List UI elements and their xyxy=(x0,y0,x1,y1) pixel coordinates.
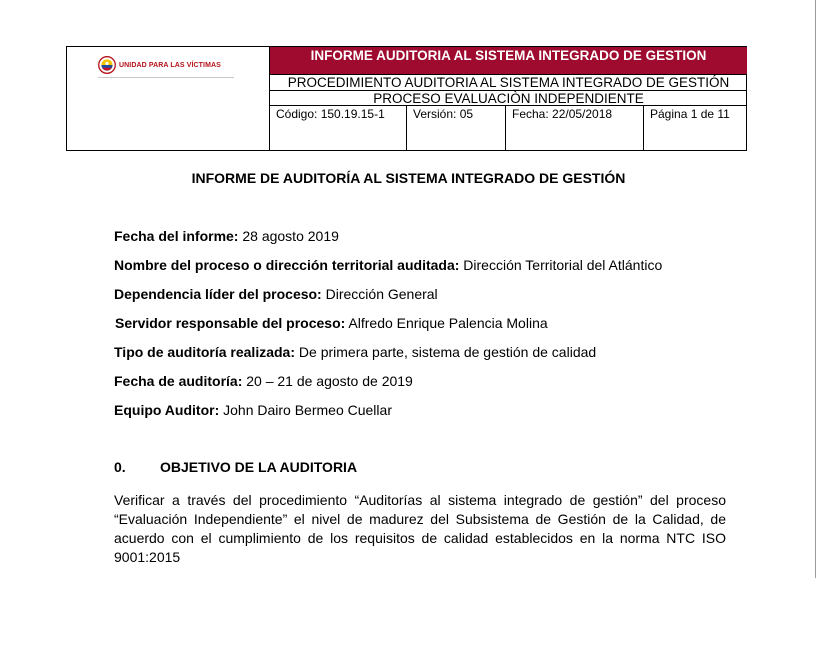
field-label: Dependencia líder del proceso: xyxy=(114,286,322,302)
section-title: OBJETIVO DE LA AUDITORIA xyxy=(160,459,358,475)
field-value: 20 – 21 de agosto de 2019 xyxy=(242,373,413,389)
logo-text: UNIDAD PARA LAS VÍCTIMAS xyxy=(119,61,221,69)
field-value: Alfredo Enrique Palencia Molina xyxy=(345,315,548,331)
field-label: Fecha del informe: xyxy=(114,228,239,244)
field-nombre-proceso xyxy=(114,257,662,273)
field-fecha-informe xyxy=(114,228,339,244)
procedure-name: PROCEDIMIENTO AUDITORIA AL SISTEMA INTEGRADO DE GESTIÓN xyxy=(270,75,747,91)
version-cell: Versión: 05 xyxy=(407,106,506,150)
field-tipo-auditoria xyxy=(114,344,596,360)
section-body: Verificar a través del procedimiento “Auditorías al sistema integrado de gestión” del proceso “Evaluación Independiente” el nivel de madurez del Subsistema de Gestión de la Calidad, de acuerdo con el cumplimiento de los requisitos de calidad establecidos en la norma NTC ISO 9001:2015 xyxy=(114,492,726,565)
header-info xyxy=(270,47,747,150)
field-label: Tipo de auditoría realizada: xyxy=(114,344,296,360)
header-meta-row xyxy=(270,106,747,150)
header-title: INFORME AUDITORIA AL SISTEMA INTEGRADO DE GESTION xyxy=(270,47,747,75)
field-value: Dirección Territorial del Atlántico xyxy=(459,257,663,273)
field-label: Nombre del proceso o dirección territorial auditada: xyxy=(114,257,460,273)
document-header xyxy=(66,46,747,151)
document-title: INFORME DE AUDITORÍA AL SISTEMA INTEGRADO DE GESTIÓN xyxy=(191,170,626,186)
field-value: Dirección General xyxy=(321,286,438,302)
section-heading xyxy=(114,459,357,475)
section-number: 0. xyxy=(114,459,126,475)
page-edge xyxy=(815,0,816,578)
code-cell: Código: 150.19.15-1 xyxy=(270,106,407,150)
field-label: Servidor responsable del proceso: xyxy=(115,315,346,331)
field-label: Equipo Auditor: xyxy=(114,402,220,418)
logo-cell xyxy=(67,47,270,150)
field-value: John Dairo Bermeo Cuellar xyxy=(219,402,392,418)
field-equipo-auditor xyxy=(114,402,392,418)
field-servidor xyxy=(115,315,548,331)
field-value: De primera parte, sistema de gestión de calidad xyxy=(295,344,597,360)
field-dependencia xyxy=(114,286,438,302)
logo-divider xyxy=(98,77,234,78)
page-number-cell: Página 1 de 11 xyxy=(650,107,730,121)
field-fecha-auditoria xyxy=(114,373,413,389)
date-cell: Fecha: 22/05/2018 xyxy=(506,106,644,150)
field-value: 28 agosto 2019 xyxy=(238,228,339,244)
field-label: Fecha de auditoría: xyxy=(114,373,243,389)
colombia-emblem-icon xyxy=(98,56,116,74)
logo xyxy=(98,56,221,74)
process-name: PROCESO EVALUACIÒN INDEPENDIENTE xyxy=(270,91,747,106)
